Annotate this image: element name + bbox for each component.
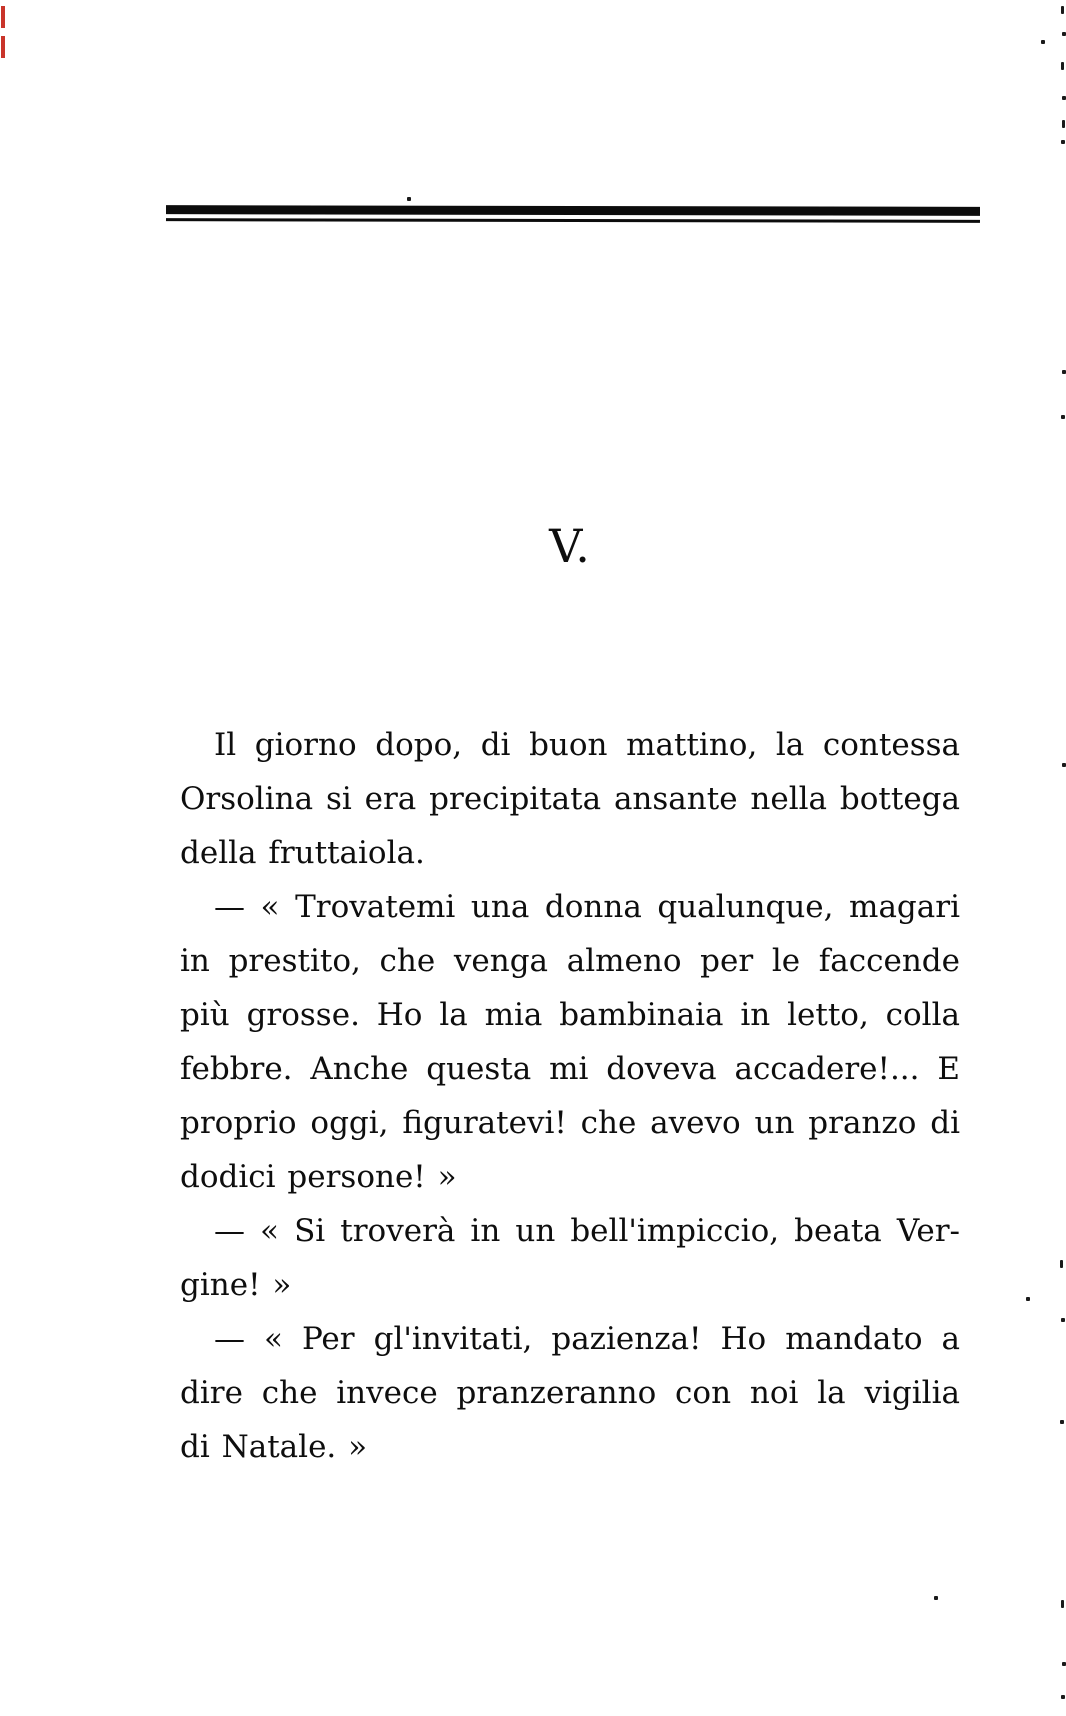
double-rule-divider	[166, 205, 980, 223]
text-line: — « Trovatemi una donna qualunque, magari	[214, 889, 960, 925]
scan-speck	[1061, 415, 1065, 419]
scan-speck	[1061, 1318, 1065, 1322]
text-line: della fruttaiola.	[180, 835, 425, 871]
text-line: più grosse. Ho la mia bambinaia in letto, colla	[180, 997, 960, 1033]
paragraph	[180, 1312, 960, 1474]
scan-speck	[934, 1596, 938, 1600]
paragraph	[180, 718, 960, 880]
scan-speck	[407, 197, 411, 201]
scan-speck	[1062, 370, 1066, 374]
scan-speck	[1062, 1662, 1066, 1666]
text-line: dire che invece pranzeranno con noi la vigilia	[180, 1375, 960, 1411]
scan-speck	[1060, 1260, 1063, 1268]
scan-speck	[1060, 1420, 1064, 1424]
paragraph	[180, 1204, 960, 1312]
text-line: proprio oggi, figuratevi! che avevo un pranzo di	[180, 1105, 960, 1141]
text-line: in prestito, che venga almeno per le faccende	[180, 943, 960, 979]
scan-speck	[1061, 62, 1064, 70]
red-registration-mark	[1, 6, 5, 28]
text-line: di Natale. »	[180, 1429, 368, 1465]
chapter-number-heading: V.	[549, 519, 591, 573]
text-line: dodici persone! »	[180, 1159, 457, 1195]
text-line: Orsolina si era precipitata ansante nella bottega	[180, 781, 960, 817]
red-registration-mark	[1, 36, 5, 58]
text-line: Il giorno dopo, di buon mattino, la contessa	[214, 727, 960, 763]
scan-speck	[1062, 763, 1066, 767]
scan-speck	[1062, 96, 1066, 100]
scan-speck	[1041, 40, 1045, 44]
text-line: gine! »	[180, 1267, 292, 1303]
text-block	[180, 718, 960, 1474]
scan-speck	[1061, 1600, 1064, 1608]
scan-speck	[1061, 1695, 1065, 1699]
text-line: febbre. Anche questa mi doveva accadere!... E	[180, 1051, 960, 1087]
paragraph	[180, 880, 960, 1204]
text-line: — « Si troverà in un bell'impiccio, beata Ver-	[214, 1213, 960, 1249]
scan-speck	[1061, 140, 1065, 144]
scan-speck	[1061, 6, 1064, 14]
scan-speck	[1062, 32, 1066, 36]
text-line: — « Per gl'invitati, pazienza! Ho mandato a	[214, 1321, 960, 1357]
scan-speck	[1026, 1297, 1030, 1301]
scan-speck	[1062, 120, 1065, 128]
